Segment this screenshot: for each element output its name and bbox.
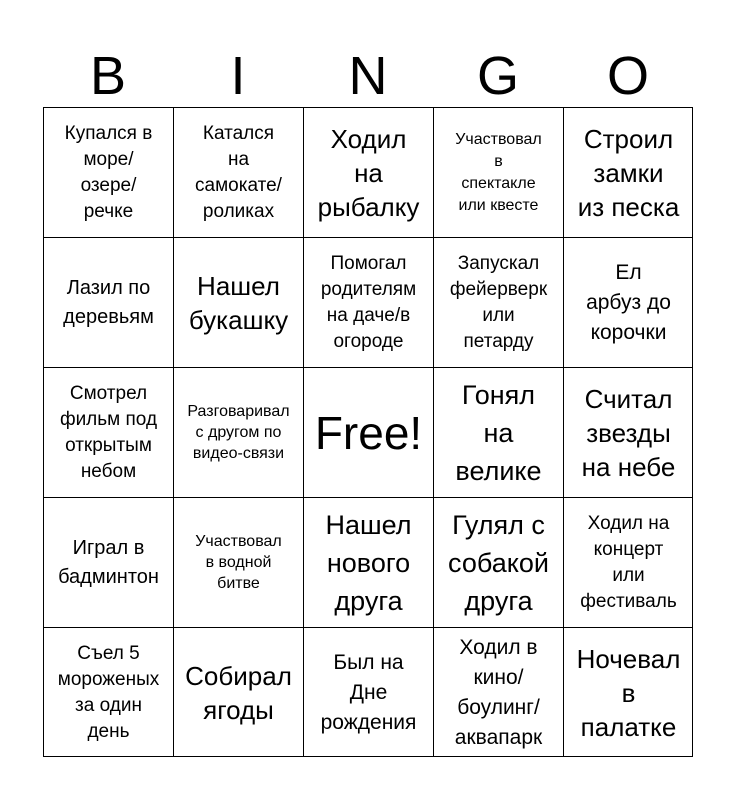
bingo-cell: [563, 367, 693, 497]
bingo-cell: [433, 627, 563, 757]
bingo-cell: [43, 237, 173, 367]
cell-text: Был на Дне рождения: [320, 650, 417, 734]
bingo-cell: [563, 627, 693, 757]
bingo-cell: [303, 237, 433, 367]
cell-text: Запускал фейерверк или петарду: [449, 252, 548, 352]
bingo-grid: [43, 107, 693, 757]
bingo-cell: [563, 497, 693, 627]
bingo-cell: [433, 367, 563, 497]
cell-text: Нашел нового друга: [325, 509, 412, 616]
cell-text: Играл в бадминтон: [58, 536, 159, 588]
bingo-cell: [173, 367, 303, 497]
bingo-cell: [173, 237, 303, 367]
bingo-cell: [563, 237, 693, 367]
bingo-cell: [433, 497, 563, 627]
bingo-cell: [43, 107, 173, 237]
bingo-cell: [303, 627, 433, 757]
free-space-cell: [303, 367, 433, 497]
header-letter-g: G: [476, 46, 519, 106]
cell-text: Ночевал в палатке: [576, 643, 681, 742]
cell-text: Лазил по деревьям: [63, 276, 154, 328]
free-space-text: Free!: [314, 406, 423, 459]
cell-text: Катался на самокате/ роликах: [195, 122, 282, 222]
bingo-cell: [303, 107, 433, 237]
bingo-cell: [173, 107, 303, 237]
cell-text: Ходил на рыбалку: [317, 123, 420, 222]
cell-text: Ходил на концерт или фестиваль: [580, 512, 677, 612]
cell-text: Ел арбуз до корочки: [586, 260, 671, 344]
bingo-cell: [173, 627, 303, 757]
bingo-cell: [43, 367, 173, 497]
cell-text: Участвовал в водной битве: [195, 533, 282, 592]
bingo-cell: [433, 107, 563, 237]
bingo-cell: [433, 237, 563, 367]
cell-text: Ходил в кино/ боулинг/ аквапарк: [454, 635, 543, 749]
cell-text: Гонял на велике: [455, 379, 542, 486]
cell-text: Участвовал в спектакле или квесте: [455, 130, 542, 214]
cell-text: Нашел букашку: [188, 270, 289, 335]
bingo-cell: [43, 497, 173, 627]
cell-text: Собирал ягоды: [185, 660, 292, 725]
bingo-cell: [563, 107, 693, 237]
cell-text: Съел 5 мороженых за один день: [57, 642, 160, 742]
cell-text: Смотрел фильм под открытым небом: [59, 382, 158, 482]
header-letter-i: I: [230, 46, 246, 106]
cell-text: Помогал родителям на даче/в огороде: [320, 252, 417, 352]
cell-text: Купался в море/ озере/ речке: [64, 122, 153, 222]
cell-text: Разговаривал с другом по видео-связи: [187, 403, 290, 462]
bingo-cell: [43, 627, 173, 757]
header-letter-b: B: [89, 46, 127, 106]
bingo-cell: [173, 497, 303, 627]
header-letter-o: O: [606, 46, 649, 106]
header-letter-n: N: [348, 46, 388, 106]
bingo-cell: [303, 497, 433, 627]
cell-text: Гулял с собакой друга: [448, 509, 549, 616]
bingo-header: [43, 44, 693, 108]
cell-text: Строил замки из песка: [577, 123, 680, 222]
cell-text: Считал звезды на небе: [581, 383, 676, 482]
